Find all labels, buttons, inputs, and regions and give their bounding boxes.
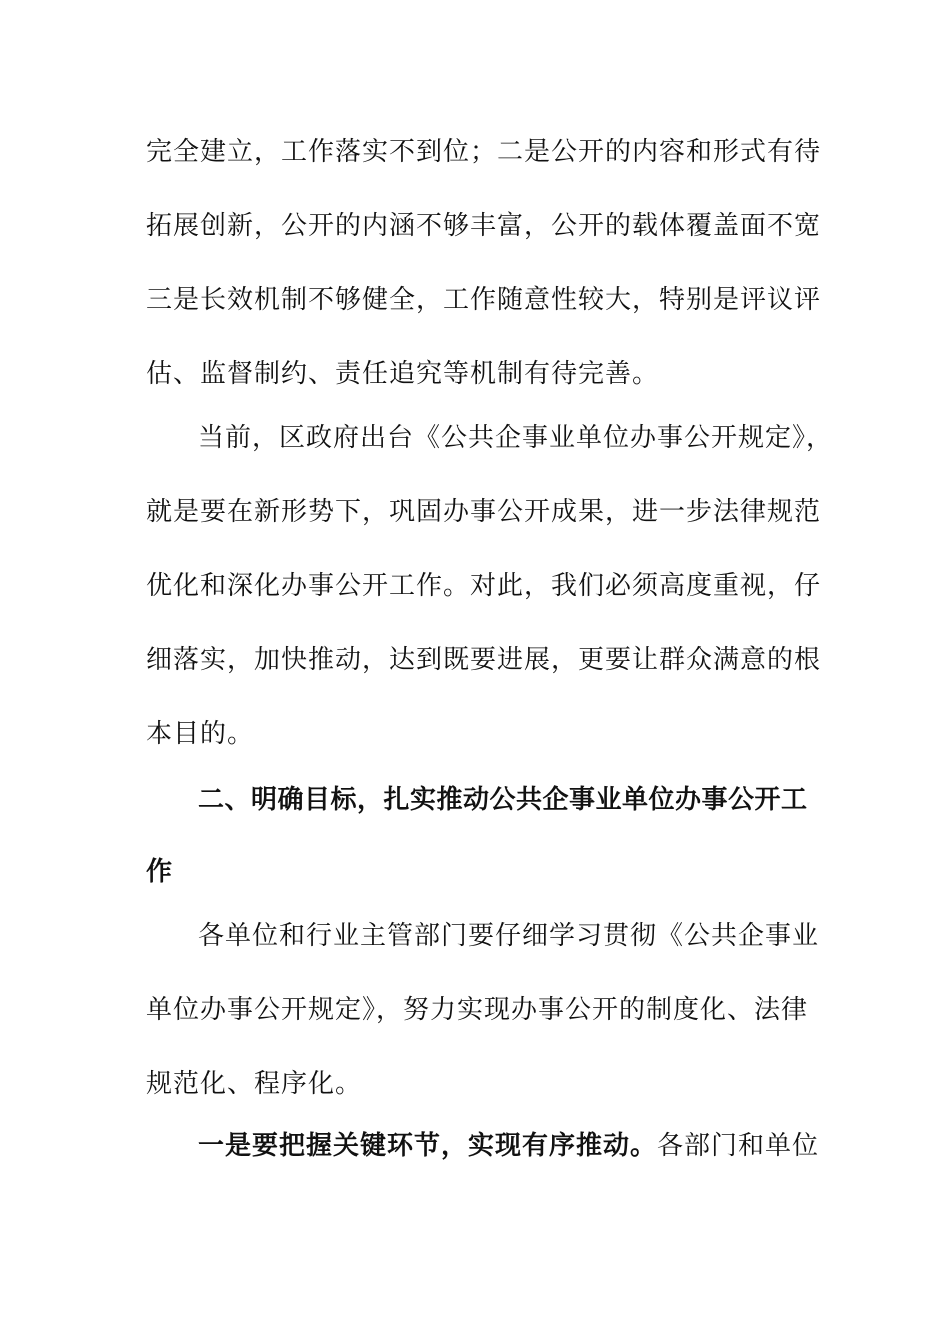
text-line-3: 三是长效机制不够健全，工作随意性较大，特别是评议评 — [146, 285, 822, 315]
text-line-2: 拓展创新，公开的内涵不够丰富，公开的载体覆盖面不宽 — [146, 211, 822, 241]
text-line-7: 优化和深化办事公开工作。对此，我们必须高度重视，仔 — [146, 571, 822, 601]
text-line-1: 完全建立，工作落实不到位；二是公开的内容和形式有待 — [146, 137, 822, 167]
paragraph-start-current: 当前，区政府出台《公共企事业单位办事公开规定》， — [198, 423, 834, 453]
text-line-4: 估、监督制约、责任追究等机制有待完善。 — [146, 359, 660, 389]
text-line-6: 就是要在新形势下，巩固办事公开成果，进一步法律规范 — [146, 497, 822, 527]
text-line-13: 单位办事公开规定》，努力实现办事公开的制度化、法律 — [146, 995, 809, 1025]
section-heading-2-cont: 作 — [146, 857, 173, 887]
section-heading-2: 二、明确目标，扎实推动公共企事业单位办事公开工 — [198, 785, 808, 815]
continuation-text: 各部门和单位 — [657, 1131, 820, 1161]
paragraph-start-units: 各单位和行业主管部门要仔细学习贯彻《公共企事业 — [198, 921, 820, 951]
text-line-14: 规范化、程序化。 — [146, 1069, 363, 1099]
paragraph-start-first-point — [198, 1130, 819, 1162]
text-line-8: 细落实，加快推动，达到既要进展，更要让群众满意的根 — [146, 645, 822, 675]
bold-lead-phrase: 一是要把握关键环节，实现有序推动。 — [198, 1131, 658, 1161]
text-line-9: 本目的。 — [146, 719, 255, 749]
